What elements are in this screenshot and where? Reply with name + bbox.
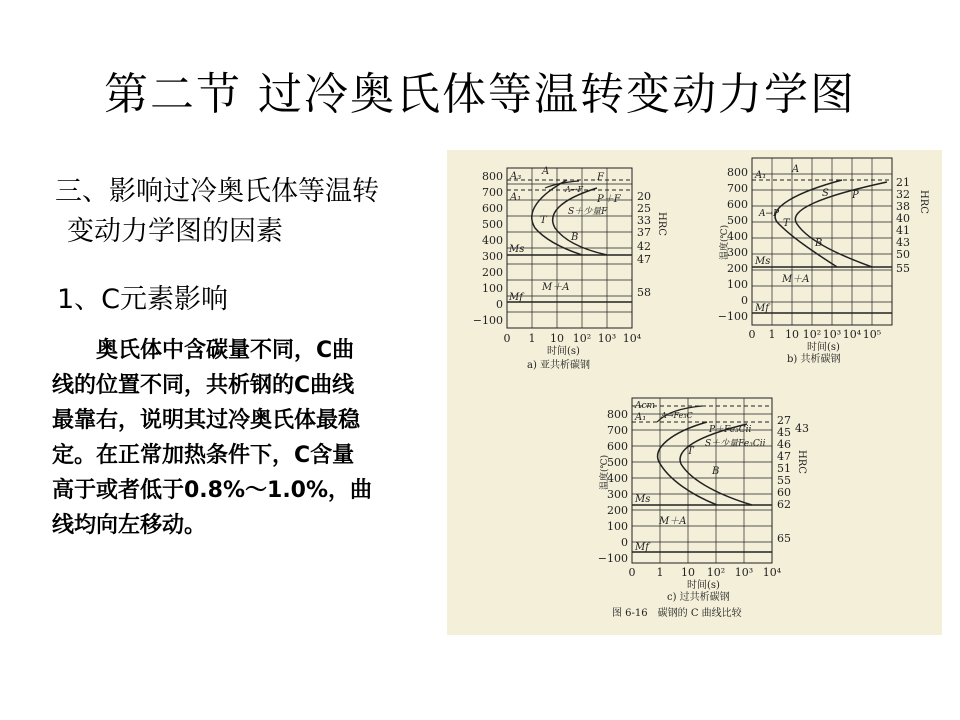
panel-a-ytick: 500	[482, 218, 503, 231]
panel-c-label-afe: A→Fe₃C	[661, 411, 693, 420]
panel-a-label-mf: Mf	[509, 292, 523, 303]
panel-c-y-label: 温度(℃)	[600, 454, 610, 490]
panel-c-x-label: 时间(s)	[687, 580, 720, 591]
panel-a-x-label: 时间(s)	[547, 346, 580, 357]
panel-b-hrc-value: 50	[896, 248, 910, 261]
panel-c-hrc-value: 60	[777, 486, 791, 499]
panel-b-xtick: 10	[785, 328, 799, 341]
panel-a-hrc-value: 25	[637, 202, 651, 215]
panel-b-xtick: 10²	[802, 328, 822, 341]
panel-b-xtick: 10⁵	[862, 328, 882, 341]
panel-c-label-b: B	[712, 466, 720, 477]
panel-c-ytick: 800	[607, 408, 628, 421]
section-heading	[55, 172, 450, 252]
panel-c-ytick: 0	[621, 536, 628, 549]
panel-c-ytick: 700	[607, 424, 628, 437]
panel-b-label-s: S	[822, 188, 829, 199]
panel-b-label-t: T	[783, 218, 790, 229]
panel-a-label-b: B	[571, 232, 579, 243]
panel-b-ytick: 400	[727, 230, 748, 243]
panel-c-xtick: 10²	[706, 566, 726, 579]
paragraph-line: 线均向左移动。	[52, 513, 207, 538]
panel-c-ytick: 400	[607, 472, 628, 485]
panel-a-ytick: 200	[482, 266, 503, 279]
paragraph-line: 高于或者低于0.8%～1.0%，曲	[52, 478, 373, 503]
panel-b-label-b: B	[815, 238, 823, 249]
panel-b-label-a1: A₁	[755, 170, 767, 181]
panel-b-ytick: 600	[727, 198, 748, 211]
panel-b-caption: b) 共析碳钢	[787, 354, 841, 365]
panel-c-xtick: 10⁴	[762, 566, 782, 579]
panel-c-hrc-value: 55	[777, 474, 791, 487]
slide-title: 第二节 过冷奥氏体等温转变动力学图	[104, 69, 856, 120]
panel-a-hrc-value: 42	[637, 240, 651, 253]
panel-c-hrc-value: 45	[777, 426, 791, 439]
panel-b-ytick: 800	[727, 166, 748, 179]
panel-b-xtick: 10⁴	[842, 328, 862, 341]
panel-a-label-a3: A₃	[510, 171, 522, 182]
panel-b-xtick: 0	[748, 328, 756, 341]
panel-b-hrc-value: 21	[896, 176, 910, 189]
panel-c-label-acm: Acm	[635, 401, 656, 411]
panel-c-ytick: −100	[597, 552, 628, 565]
c-curve-figure-image	[447, 150, 942, 635]
panel-c-hrc-value: 46	[777, 438, 791, 451]
paragraph-line: 定。在正常加热条件下，C含量	[52, 443, 355, 468]
paragraph-line: 奥氏体中含碳量不同，C曲	[96, 338, 355, 363]
panel-a-hrc-value: 37	[637, 226, 651, 239]
paragraph-line: 最靠右，说明其过冷奥氏体最稳	[52, 408, 361, 433]
panel-b-hrc-value: 40	[896, 212, 910, 225]
panel-a-ytick: 400	[482, 234, 503, 247]
panel-c-hrc-value: 65	[777, 532, 791, 545]
panel-b-label-p: P	[852, 190, 859, 201]
panel-a-xtick: 10⁴	[622, 332, 642, 345]
panel-c-hrc-value: 51	[777, 462, 791, 475]
panel-a-label-a: A	[542, 166, 550, 177]
panel-b-xtick: 10³	[822, 328, 842, 341]
panel-a-xtick: 10	[550, 332, 564, 345]
panel-c-hrc-label: HRC	[796, 450, 807, 474]
panel-b-ytick: 200	[727, 262, 748, 275]
panel-b-ytick: 0	[741, 294, 748, 307]
panel-b-ytick: 100	[727, 278, 748, 291]
panel-a-ytick: 700	[482, 186, 503, 199]
panel-b-y-label: 温度(℃)	[720, 224, 730, 260]
panel-b-hrc-value: 43	[896, 236, 910, 249]
panel-b-hrc-value: 38	[896, 200, 910, 213]
panel-c-ytick: 200	[607, 504, 628, 517]
panel-a-label-s: S＋少量F	[568, 207, 608, 217]
panel-a-ytick: 600	[482, 202, 503, 215]
panel-b-label-ma: M＋A	[782, 274, 810, 285]
panel-a-hrc-value: 20	[637, 190, 651, 203]
panel-c-xtick: 1	[656, 566, 664, 579]
panel-a-label-pf: P＋F	[597, 194, 621, 205]
panel-a-hrc-label: HRC	[656, 212, 667, 236]
panel-a-label-t: T	[540, 215, 547, 226]
panel-b-hrc-value: 55	[896, 262, 910, 275]
panel-a-xtick: 1	[528, 332, 536, 345]
panel-c-label-pfe: P＋Fe₃Cⅱ	[709, 425, 752, 435]
figure-caption: 图 6-16 碳钢的 C 曲线比较	[612, 608, 742, 619]
panel-c-ytick: 300	[607, 488, 628, 501]
panel-c-hrc-value: 47	[777, 450, 791, 463]
panel-a-ytick: 100	[482, 282, 503, 295]
panel-a-hrc-value: 58	[637, 286, 651, 299]
panel-b-ytick: −100	[717, 310, 748, 323]
panel-b-hrc-label: HRC	[918, 190, 929, 214]
panel-c-xtick: 10³	[734, 566, 754, 579]
panel-a-caption: a) 亚共析碳钢	[527, 360, 591, 371]
panel-b-label-a: A	[792, 164, 800, 175]
panel-c-xtick: 0	[628, 566, 636, 579]
panel-b-label-mf: Mf	[755, 303, 769, 314]
panel-a-label-ms: Ms	[509, 244, 525, 255]
paragraph-line: 线的位置不同，共析钢的C曲线	[52, 373, 355, 398]
panel-a-ytick: 300	[482, 250, 503, 263]
panel-a-xtick: 10³	[597, 332, 617, 345]
panel-c-hrc-value: 62	[777, 498, 791, 511]
panel-a-label-f: F	[597, 172, 604, 183]
point-heading: 1、C元素影响	[57, 284, 229, 315]
panel-b-x-label: 时间(s)	[807, 342, 840, 353]
panel-c-label-ma: M＋A	[659, 516, 687, 527]
panel-a-label-a1: A₁	[510, 192, 522, 203]
c-curve-figure	[447, 150, 942, 635]
panel-c-xtick: 10	[681, 566, 695, 579]
panel-a-ytick: −100	[472, 314, 503, 327]
panel-a-hrc-value: 33	[637, 214, 651, 227]
body-paragraph	[52, 333, 444, 543]
panel-c-label-a1: A₁	[635, 412, 647, 423]
panel-a-label-ma: M＋A	[542, 282, 570, 293]
panel-a-xtick: 10²	[572, 332, 592, 345]
panel-c-label-ms: Ms	[635, 494, 651, 505]
panel-b-label-ap: A→P	[759, 209, 780, 219]
panel-c-label-t: T	[687, 446, 694, 457]
panel-b-label-ms: Ms	[755, 256, 771, 267]
panel-c-hrc-value: 43	[795, 422, 809, 435]
panel-c-ytick: 500	[607, 456, 628, 469]
panel-a-ytick: 0	[496, 298, 503, 311]
panel-a-ytick: 800	[482, 170, 503, 183]
panel-b-hrc-value: 41	[896, 224, 910, 237]
figure-background	[447, 150, 942, 635]
panel-c-caption: c) 过共析碳钢	[667, 592, 730, 603]
panel-c-label-mf: Mf	[635, 542, 649, 553]
panel-a-hrc-value: 47	[637, 253, 651, 266]
panel-a-label-af: A→F	[565, 185, 584, 194]
panel-c-ytick: 600	[607, 440, 628, 453]
panel-b-ytick: 500	[727, 214, 748, 227]
panel-b-hrc-value: 32	[896, 188, 910, 201]
section-heading-line-2: 变动力学图的因素	[67, 216, 283, 247]
panel-c-hrc-value: 27	[777, 414, 791, 427]
panel-b-ytick: 300	[727, 246, 748, 259]
panel-c-label-s: S＋少量Fe₃Cⅱ	[705, 439, 766, 449]
panel-a-xtick: 0	[503, 332, 511, 345]
section-heading-line-1: 三、影响过冷奥氏体等温转	[55, 176, 379, 207]
panel-b-xtick: 1	[768, 328, 776, 341]
panel-c-ytick: 100	[607, 520, 628, 533]
panel-b-ytick: 700	[727, 182, 748, 195]
